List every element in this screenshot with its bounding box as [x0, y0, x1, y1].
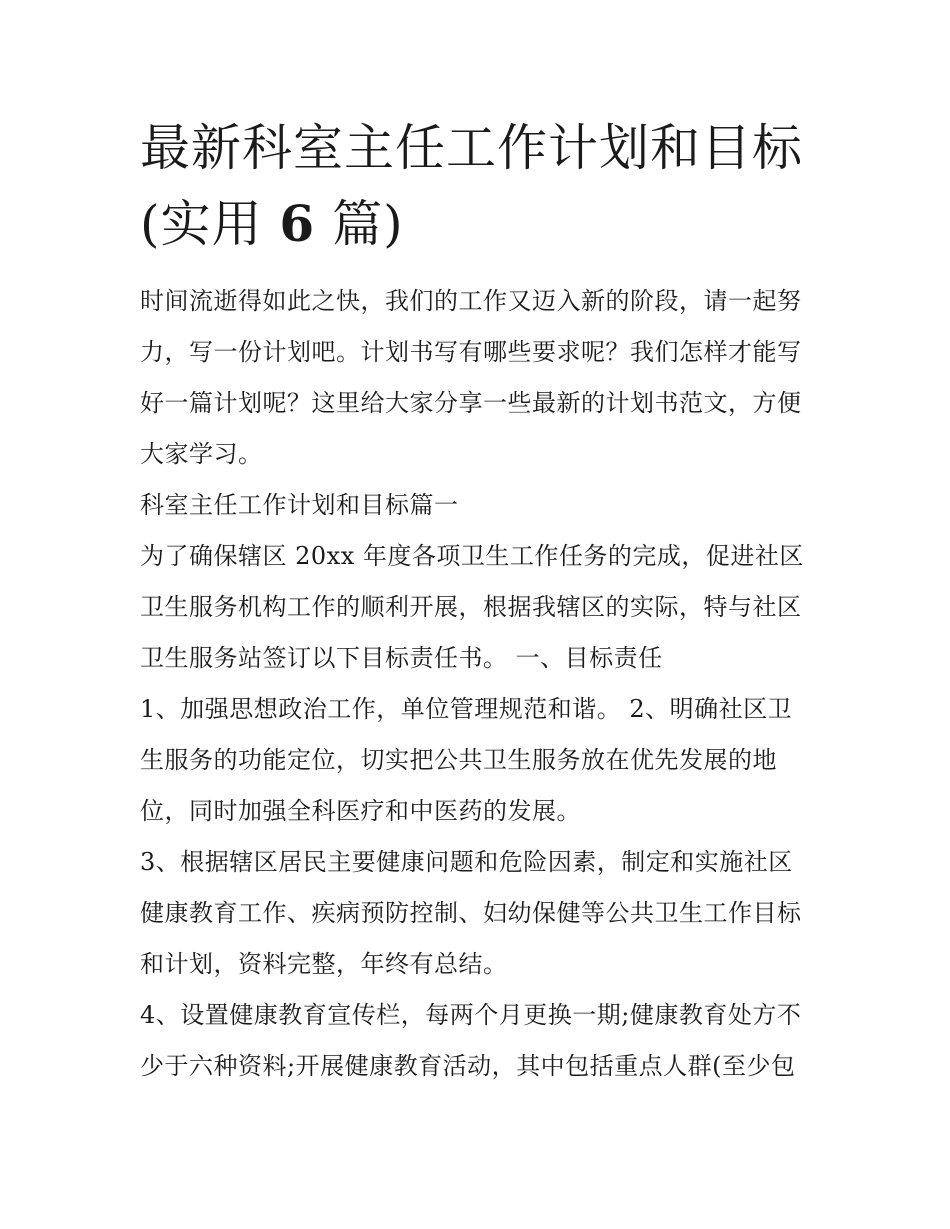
item-line: 健康教育工作、疾病预防控制、妇幼保健等公共卫生工作目标 — [140, 899, 802, 927]
document-body — [140, 276, 820, 1092]
title-number: 6 — [279, 194, 316, 253]
paragraph-line: 卫生服务机构工作的顺利开展，根据我辖区的实际，特与社区 — [140, 593, 802, 621]
item-line: 4、设置健康教育宣传栏，每两个月更换一期;健康教育处方不 — [140, 1001, 802, 1029]
item-line: 少于六种资料;开展健康教育活动，其中包括重点人群(至少包 — [140, 1052, 796, 1080]
intro-line-4: 大家学习。 — [140, 440, 263, 468]
title-prefix: (实用 — [140, 195, 280, 253]
item-line: 1、加强思想政治工作，单位管理规范和谐。 2、明确社区卫 — [140, 695, 793, 723]
paragraph-line: 为了确保辖区 20xx 年度各项卫生工作任务的完成，促进社区 — [140, 542, 804, 570]
item-line: 生服务的功能定位，切实把公共卫生服务放在优先发展的地 — [140, 746, 777, 774]
paragraph-line: 卫生服务站签订以下目标责任书。 一、目标责任 — [140, 644, 663, 672]
item-line: 3、根据辖区居民主要健康问题和危险因素，制定和实施社区 — [140, 848, 793, 876]
section-heading: 科室主任工作计划和目标篇一 — [140, 491, 459, 519]
intro-line-3: 好一篇计划呢？这里给大家分享一些最新的计划书范文，方便 — [140, 389, 802, 417]
document-page — [140, 110, 820, 1092]
item-line: 和计划，资料完整，年终有总结。 — [140, 950, 508, 978]
title-line-1: 最新科室主任工作计划和目标 — [140, 119, 803, 177]
document-title — [140, 110, 820, 262]
intro-line-1: 时间流逝得如此之快，我们的工作又迈入新的阶段，请一起努 — [140, 287, 802, 315]
item-line: 位，同时加强全科医疗和中医药的发展。 — [140, 797, 581, 825]
title-line-2 — [140, 186, 820, 262]
title-suffix: 篇) — [315, 195, 404, 253]
intro-line-2: 力，写一份计划吧。计划书写有哪些要求呢？我们怎样才能写 — [140, 338, 802, 366]
